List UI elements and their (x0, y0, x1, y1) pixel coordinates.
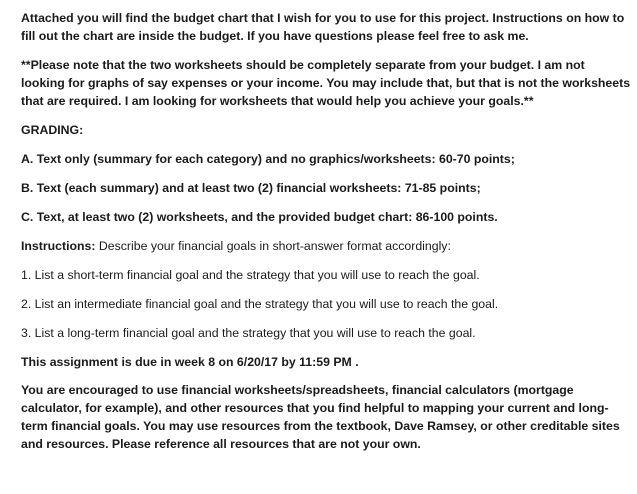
note-line-2: looking for graphs of say expenses or your income. You may include that, but that is not the worksheets (21, 76, 631, 90)
list-item-2: 2. List an intermediate financial goal and the strategy that you will use to reach the goal. (21, 297, 499, 311)
due-date-line: This assignment is due in week 8 on 6/20/17 by 11:59 PM . (21, 355, 359, 369)
list-item-1: 1. List a short-term financial goal and the strategy that you will use to reach the goal. (21, 268, 480, 282)
intro-paragraph (21, 9, 637, 45)
closing-line-2: calculator, for example), and other resources that you find helpful to mapping your current and long- (21, 401, 609, 415)
note-line-1: **Please note that the two worksheets should be completely separate from your budget. I am not (21, 58, 585, 72)
grading-item-b: B. Text (each summary) and at least two (2) financial worksheets: 71-85 points; (21, 181, 481, 195)
intro-line-2: fill out the chart are inside the budget. If you have questions please feel free to ask me. (21, 29, 529, 43)
closing-line-1: You are encouraged to use financial worksheets/spreadsheets, financial calculators (mortgage (21, 383, 574, 397)
instructions-label: Instructions: (21, 239, 96, 253)
grading-heading: GRADING: (21, 123, 84, 137)
note-paragraph (21, 56, 637, 110)
closing-line-3: term financial goals. You may use resources from the textbook, Dave Ramsey, or other creditable sites (21, 419, 620, 433)
list-item-3: 3. List a long-term financial goal and the strategy that you will use to reach the goal. (21, 326, 476, 340)
grading-item-a: A. Text only (summary for each category) and no graphics/worksheets: 60-70 points; (21, 152, 515, 166)
instructions-text: Describe your financial goals in short-answer format accordingly: (95, 239, 451, 253)
closing-paragraph (21, 381, 637, 453)
instructions-paragraph (21, 237, 637, 255)
closing-line-4: and resources. Please reference all resources that are not your own. (21, 437, 421, 451)
intro-line-1: Attached you will find the budget chart that I wish for you to use for this project. Instructions on how to (21, 11, 625, 25)
note-line-3: that are required. I am looking for worksheets that would help you achieve your goals.** (21, 94, 534, 108)
grading-item-c: C. Text, at least two (2) worksheets, and the provided budget chart: 86-100 points. (21, 210, 498, 224)
